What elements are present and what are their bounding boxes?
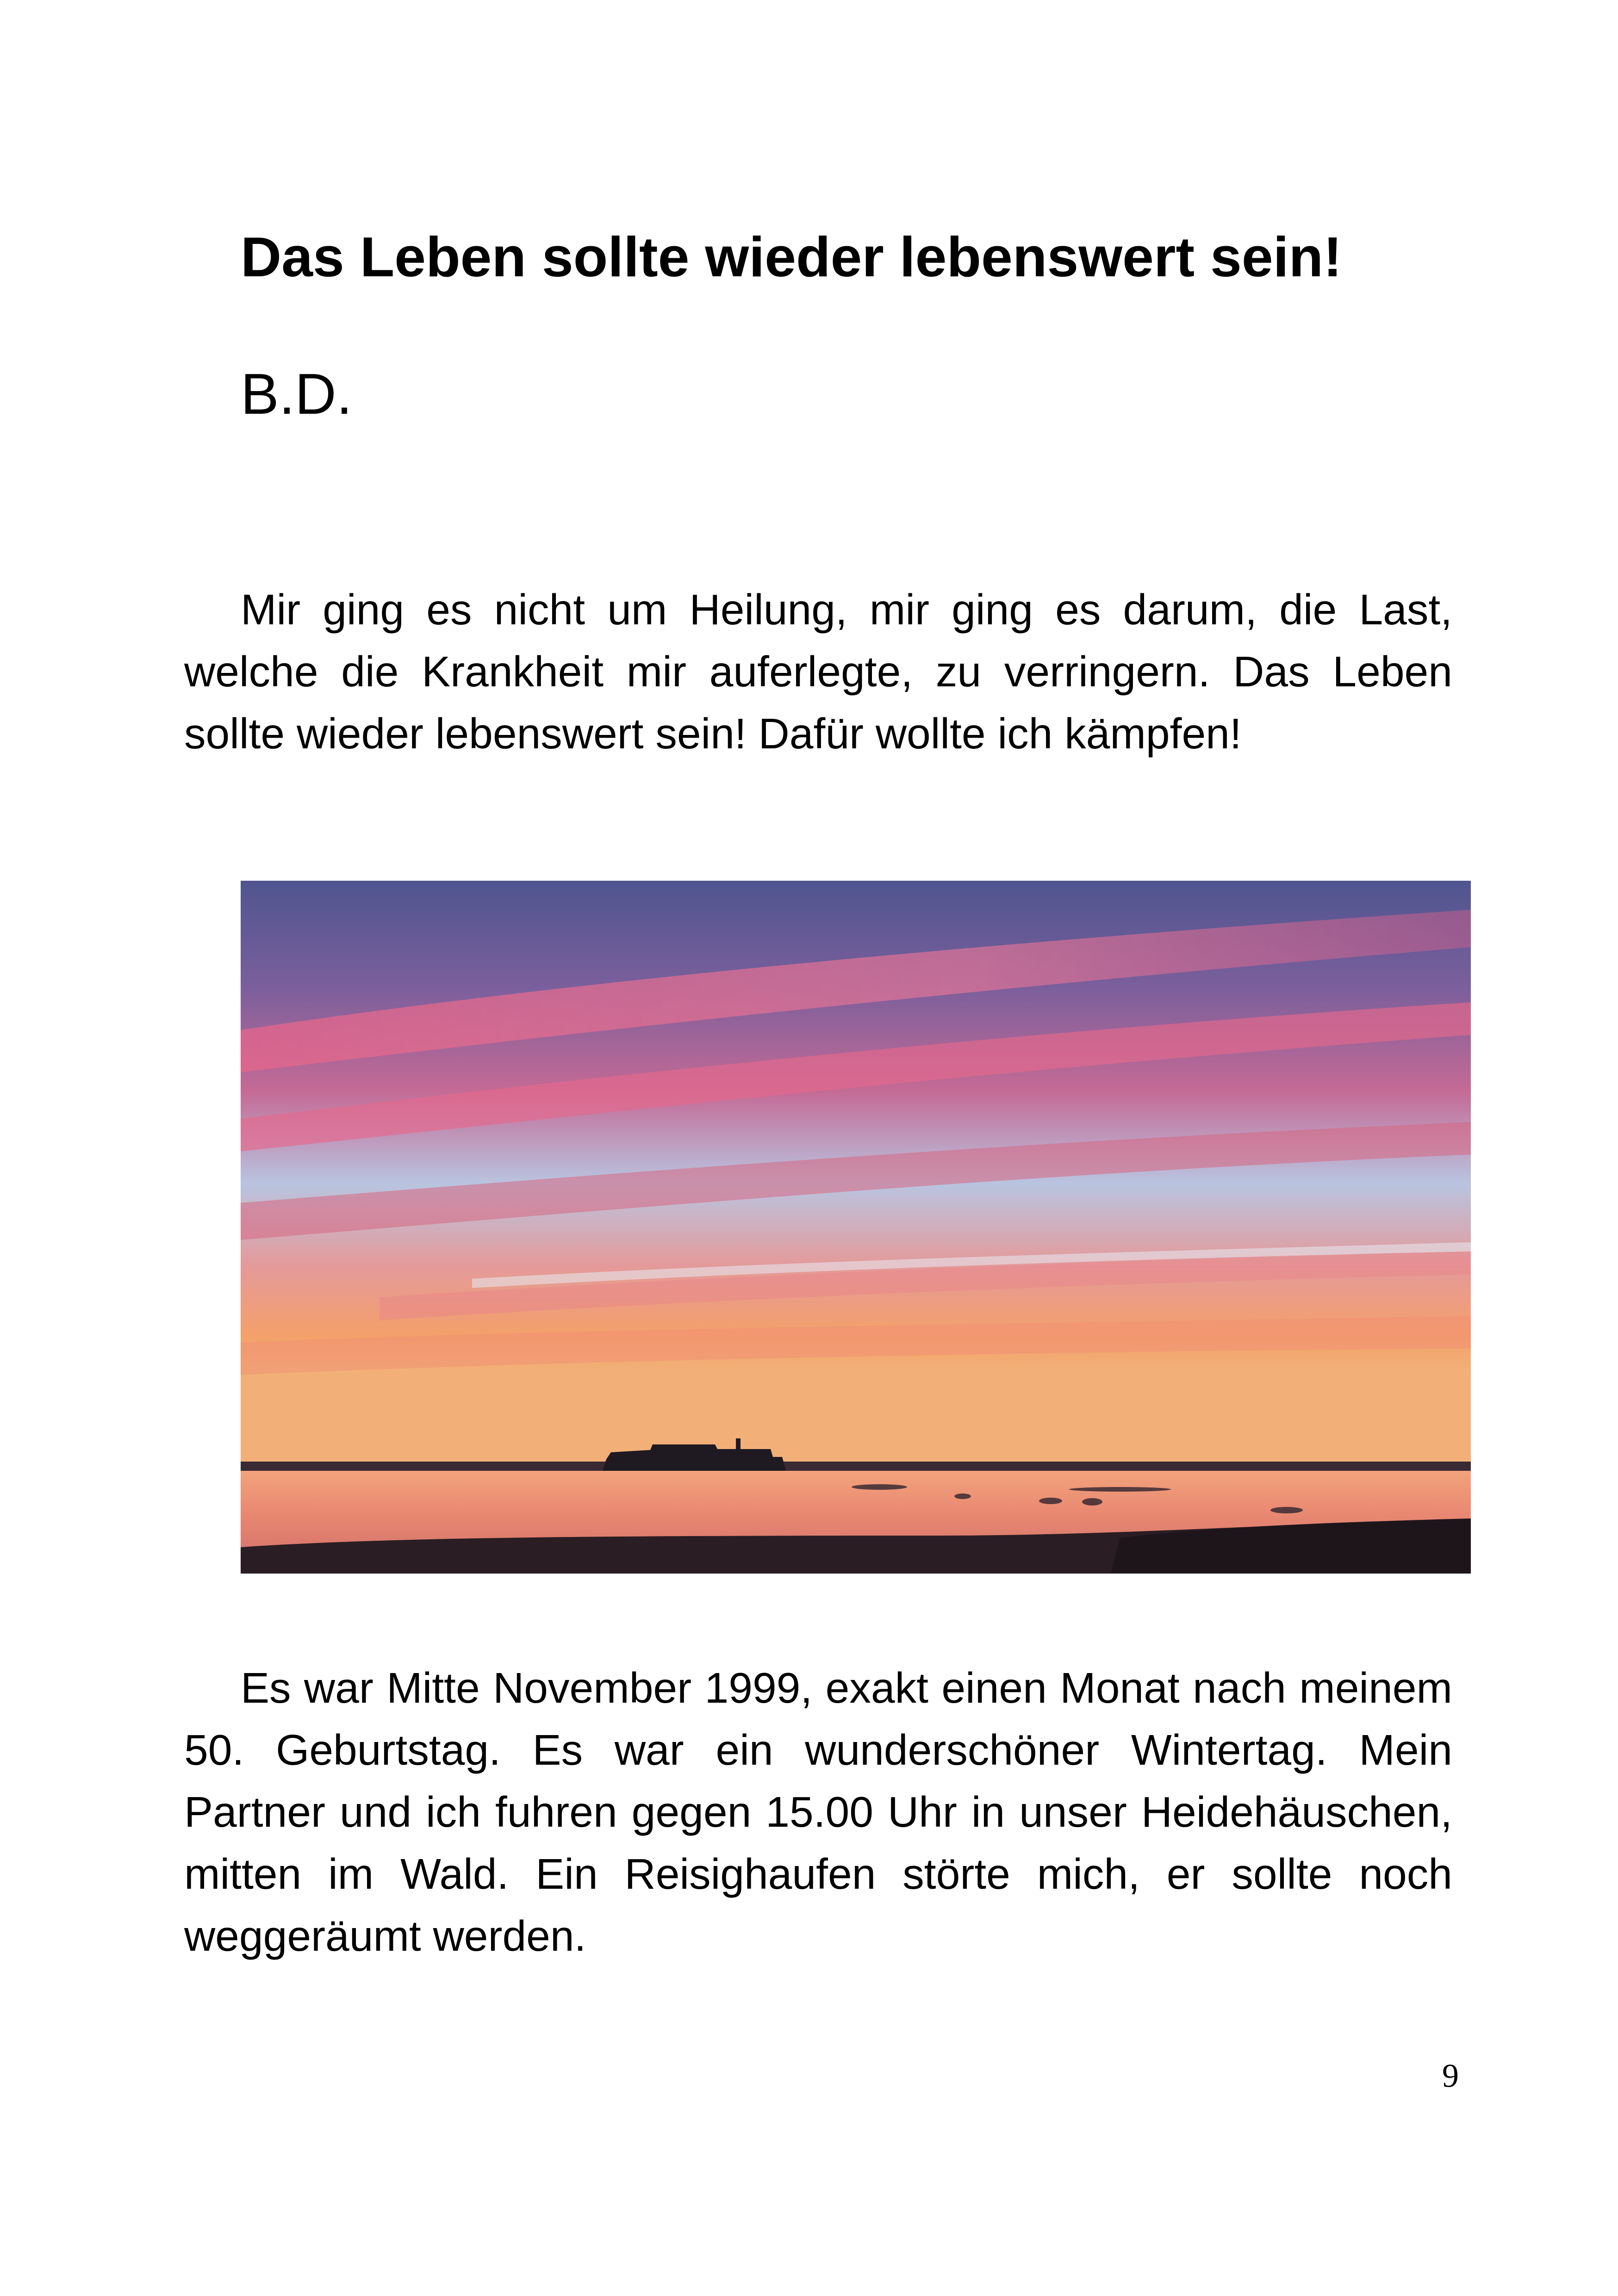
paragraph-intro: Mir ging es nicht um Heilung, mir ging es darum, die Last, welche die Krankheit mir auferlegte, zu verringern. Das Leben sollte wieder lebenswert sein! Dafür wollte ich kämpfen! [184, 585, 1452, 758]
paragraph-story: Es war Mitte November 1999, exakt einen Monat nach meinem 50. Geburtstag. Es war ein wunderschöner Wintertag. Mein Partner und ich fuhren gegen 15.00 Uhr in unser Heidehäuschen, mitten im Wald. Ein Reisighaufen störte mich, er sollte noch weggeräumt werden. [184, 1664, 1452, 1960]
sunset-photo [241, 881, 1471, 1574]
page-number: 9 [1442, 2057, 1459, 2094]
page-title: Das Leben sollte wieder lebenswert sein! [241, 225, 1342, 288]
author-initials: B.D. [241, 362, 353, 426]
